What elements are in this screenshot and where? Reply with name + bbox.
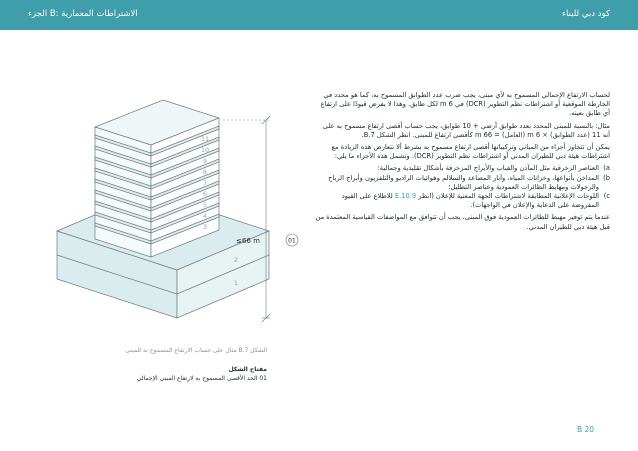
paragraph: عندما يتم توفير مهبط للطائرات العمودية فوق المبنى، يجب أن تتوافق مع المواصفات القياسية المعتمدة من قبل هيئة دبي للطيران المدني. — [315, 213, 610, 231]
list-marker: b) — [603, 173, 610, 182]
floor-number: 2 — [233, 256, 239, 264]
list-item — [314, 192, 610, 210]
floor-number: 5 — [202, 201, 208, 209]
list-marker: a) — [603, 164, 610, 173]
figure-key-title: مفتاح الشكل — [228, 366, 267, 373]
floor-number: 3 — [202, 223, 208, 231]
figure-key-item: 01 الحد الأقصى المسموح به لارتفاع المبنى الإجمالي — [136, 375, 267, 382]
paragraph: لحساب الارتفاع الإجمالي المسموح به لأي مبنى، يجب ضرب عدد الطوابق المسموح به، كما هو محدد في الخارطة الموقعية أو اشتراطات نظم التطوير (DCR) في 6 m لكل طابق. وهذا لا يفرض قيودًا على ارتفاع أي طابق بعينه. — [320, 91, 610, 118]
example-paragraph: مثال: بالنسبة للمبنى المحدد بعدد طوابق أرضي + 10 طوابق، يجب حساب أقصى ارتفاع مسموح به على أنه 11 (عدد الطوابق) × 6 m (العامل) = 66 m كأقصى ارتفاع للمبنى. انظر الشكل B.7. — [322, 121, 610, 139]
list-item-text: العناصر الزخرفية مثل المآذن والقباب والأبراج المزخرفة بأشكال تقليدية وجمالية؛ — [377, 164, 599, 173]
list-item-text: المداخن بأنواعها، وخزانات المياه، وآبار المصاعد والسلالم وهوائيات الراديو والتلفزيون وأبراج الرياح والرجولات ومهابط الطائرات العمودية وعناصر التظليل؛ — [328, 173, 599, 191]
paragraph: يمكن أن تتجاوز أجزاء من المباني وتركيباتها أقصى ارتفاع مسموح به بشرط ألا تتعارض هذه الزيادة مع اشتراطات هيئة دبي للطيران المدني أو اشتراطات نظم التطوير (DCR). وتشمل هذه الأجزاء ما يلي: — [331, 143, 610, 161]
list-item — [314, 164, 610, 173]
list-item — [314, 174, 610, 192]
list-marker: c) — [603, 192, 610, 201]
chapter-title: الجزء B: الاشتراطات المعمارية — [28, 9, 138, 19]
dimension-label: ≤66 m — [236, 237, 260, 245]
floor-number: 6 — [202, 190, 208, 198]
callout-01 — [286, 234, 298, 246]
floor-number: 11 — [200, 135, 210, 143]
floor-number: 8 — [202, 168, 208, 176]
brand-title: كود دبي للبناء — [562, 9, 610, 19]
floor-number: 1 — [233, 279, 239, 287]
body-text — [314, 91, 610, 235]
floor-number: 4 — [202, 212, 208, 220]
figure-caption: الشكل B.7 مثال على حساب الارتفاع المسموح به للمبنى — [125, 347, 267, 354]
list-item-text: للاطلاع على القيود المفروضة على الدعاية والإعلان في الواجهات). — [341, 192, 599, 210]
floor-number: 9 — [202, 157, 208, 165]
tower-block — [95, 100, 219, 257]
callout-label: 01 — [288, 237, 296, 245]
list-item-text: اللوحات الإعلانية المطابقة لاشتراطات الجهة المعنية للإعلان (انظر — [416, 192, 599, 201]
floor-number: 10 — [200, 146, 210, 154]
page-number: B 20 — [577, 425, 595, 434]
floor-number: 7 — [202, 179, 208, 187]
section-reference-link[interactable]: E.10.9 — [394, 192, 417, 201]
